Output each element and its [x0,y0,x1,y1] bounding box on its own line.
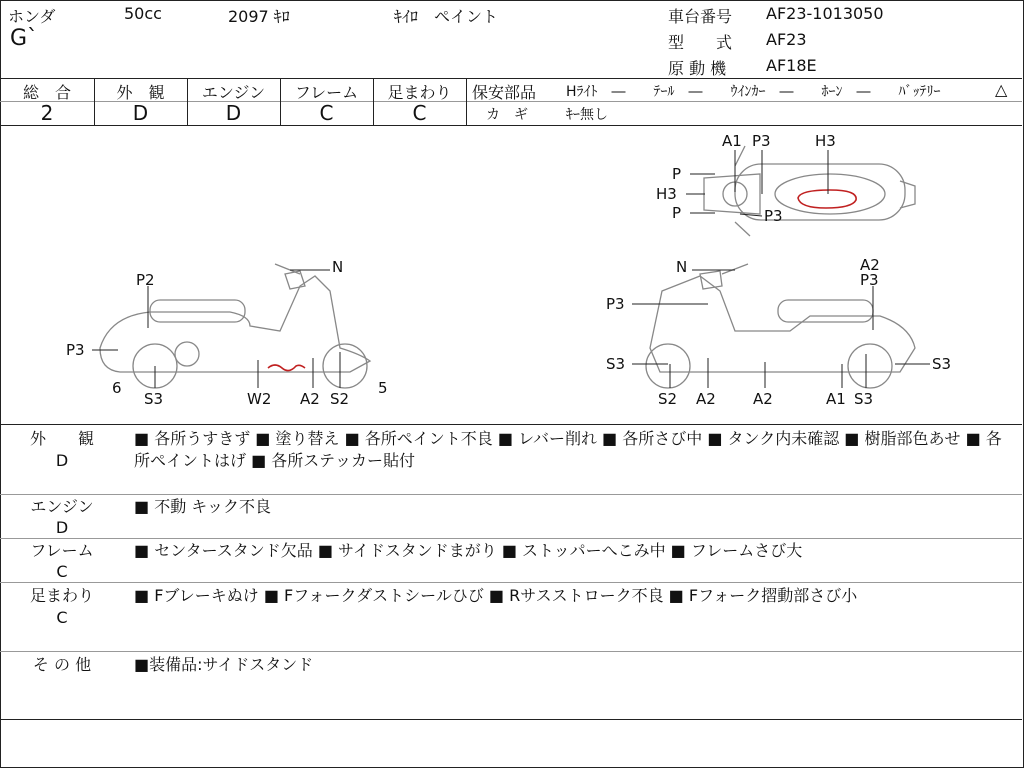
note-label-frame: フレーム [30,541,94,560]
grade-label-suspension: 足まわり [387,83,452,102]
type-value: AF23 [766,30,807,49]
grade-label-frame: フレーム [294,83,359,102]
right-label-a1: A1 [826,390,846,408]
type-label: 型 式 [668,33,733,52]
right-label-a2-front: A2 [696,390,716,408]
note-text-other: ■装備品:サイドスタンド [134,655,314,674]
damage-mark-left [268,365,305,371]
right-label-p3-front: P3 [606,295,625,313]
left-label-n: N [332,258,344,276]
grade-value-exterior: D [132,101,149,125]
right-label-a2: A2 [860,256,880,274]
key-label: カ ギ [486,107,528,123]
note-grade-exterior: D [55,451,69,470]
right-label-p3: P3 [860,271,879,289]
color: ｷｲﾛ ペイント [394,7,499,26]
displacement: 50cc [124,4,162,23]
grade-label-exterior: 外 観 [116,83,165,102]
grade-label-engine: エンジン [201,83,266,102]
safety-label: 保安部品 [472,83,537,102]
left-label-6: 6 [112,379,122,397]
notes-divider [0,538,1022,539]
maker: ホンダ [8,7,56,26]
grade-value-suspension: C [412,101,427,125]
note-label-exterior: 外 観 [29,429,94,448]
note-grade-frame: C [56,562,68,581]
notes-divider [0,651,1022,652]
left-label-p3: P3 [66,341,85,359]
right-label-a2-mid: A2 [753,390,773,408]
grade-value-overall: 2 [40,101,54,125]
top-label-h3: H3 [815,132,836,150]
note-text-frame: ■ センタースタンド欠品 ■ サイドスタンドまがり ■ ストッパーへこみ中 ■ フレームさび大 [134,541,803,560]
right-label-s3-front: S3 [606,355,626,373]
frame-no-label: 車台番号 [668,7,733,26]
top-label-p-upper: P [672,165,682,183]
scroll-up-icon[interactable]: △ [995,80,1008,99]
top-label-h3-side: H3 [656,185,677,203]
left-label-w2: W2 [247,390,272,408]
note-text-exterior: ■ 各所うすきず ■ 塗り替え ■ 各所ペイント不良 ■ レバー削れ ■ 各所さび中 ■ タンク内未確認 ■ 樹脂部色あせ ■ 各所ペイントはげ ■ 各所ステッカー貼付 [134,429,1002,470]
right-label-n: N [676,258,688,276]
left-label-p2: P2 [136,271,155,289]
note-text-suspension: ■ Fブレーキぬけ ■ Fフォークダストシールひび ■ Rサスストローク不良 ■ Fフォーク摺動部さび小 [134,586,858,605]
grade-value-engine: D [225,101,242,125]
top-label-p-lower: P [672,204,682,222]
damage-diagram [0,126,1022,424]
damage-mark-top [798,190,856,208]
note-grade-suspension: C [56,608,68,627]
mileage: 2097 ｷﾛ [228,7,290,26]
note-label-engine: エンジン [30,497,94,516]
note-label-suspension: 足まわり [29,586,94,605]
note-text-engine: ■ 不動 キック不良 [134,497,271,516]
frame-no: AF23-1013050 [766,4,884,23]
model-name: G` [10,26,39,51]
right-label-s3-rear: S3 [932,355,952,373]
engine-label: 原 動 機 [668,59,727,78]
leader-lines [92,150,930,388]
engine-value: AF18E [766,56,817,75]
grade-divider [466,78,467,125]
safety-items: Hﾗｲﾄ ― ﾃｰﾙ ― ｳｲﾝｶｰ ― ﾎｰﾝ ― ﾊﾞｯﾃﾘｰ [566,84,941,100]
note-label-other: そ の 他 [32,655,92,674]
right-label-s3-bottom: S3 [854,390,874,408]
top-label-p3-lower: P3 [764,207,783,225]
note-grade-engine: D [55,518,69,537]
key-value: ｷｰ無し [566,107,608,123]
left-label-s3: S3 [144,390,164,408]
grade-top-line [0,78,1022,79]
top-label-a1: A1 [722,132,742,150]
grade-label-overall: 総 合 [22,83,71,102]
notes-bottom-line [0,719,1022,720]
left-label-s2: S2 [330,390,350,408]
top-label-p3: P3 [752,132,771,150]
notes-divider [0,582,1022,583]
grade-value-frame: C [319,101,334,125]
notes-top-line [0,424,1022,425]
left-label-5: 5 [378,379,388,397]
notes-divider [0,494,1022,495]
right-label-s2: S2 [658,390,678,408]
left-label-a2: A2 [300,390,320,408]
